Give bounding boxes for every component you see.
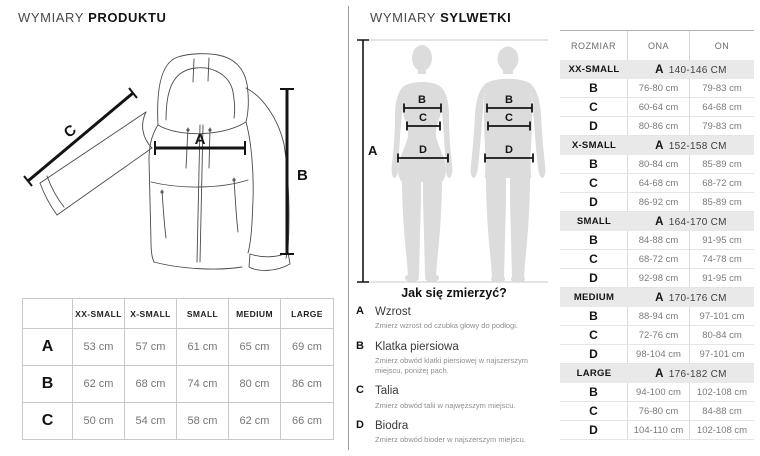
size-name: MEDIUM <box>573 292 615 303</box>
ona-value: 68-72 cm <box>628 250 690 268</box>
row-letter: D <box>560 421 628 439</box>
row-letter: B <box>560 155 628 173</box>
size-band <box>560 288 754 307</box>
dim-cell: 57 cm <box>125 329 177 366</box>
male-label-c: C <box>505 112 513 124</box>
size-name: SMALL <box>576 216 612 227</box>
height-measure-line <box>357 40 369 282</box>
ona-value: 84-88 cm <box>628 231 690 249</box>
ona-value: 80-86 cm <box>628 117 690 135</box>
height-range <box>628 64 754 76</box>
size-row <box>560 326 754 345</box>
row-letter: B <box>560 383 628 401</box>
female-silhouette <box>392 45 453 282</box>
row-letter: D <box>560 193 628 211</box>
size-row <box>560 307 754 326</box>
col-header: SMALL <box>177 299 229 329</box>
row-letter: C <box>560 174 628 192</box>
female-label-d: D <box>419 144 427 156</box>
row-label: B <box>23 366 73 403</box>
figure-label-a: A <box>368 143 378 158</box>
how-to-measure-section <box>356 286 552 453</box>
on-value: 85-89 cm <box>702 158 742 170</box>
row-letter: C <box>560 98 628 116</box>
on-value: 102-108 cm <box>696 386 748 398</box>
ona-value: 76-80 cm <box>628 79 690 97</box>
ona-value: 86-92 cm <box>628 193 690 211</box>
on-value: 74-78 cm <box>702 253 742 265</box>
size-row <box>560 402 754 421</box>
size-row <box>560 250 754 269</box>
dim-cell: 58 cm <box>177 403 229 440</box>
height-letter: A <box>655 63 664 76</box>
section-divider <box>348 6 349 450</box>
row-label: C <box>23 403 73 440</box>
ona-value: 88-94 cm <box>628 307 690 325</box>
jacket-drawing <box>12 46 312 286</box>
ona-value: 104-110 cm <box>628 421 690 439</box>
male-label-d: D <box>505 144 513 156</box>
jacket-label-a: A <box>194 131 206 148</box>
height-range <box>628 216 754 228</box>
item-letter: B <box>356 339 364 352</box>
size-row <box>560 98 754 117</box>
jacket-label-b: B <box>297 167 308 184</box>
size-row <box>560 193 754 212</box>
ona-value: 98-104 cm <box>628 345 690 363</box>
dim-cell: 66 cm <box>281 403 334 440</box>
body-dimensions-title <box>370 10 511 25</box>
col-header-ona: ONA <box>628 31 690 60</box>
title-regular: WYMIARY <box>18 10 84 25</box>
on-value: 91-95 cm <box>702 234 742 246</box>
row-label: A <box>23 329 73 366</box>
ona-value: 92-98 cm <box>628 269 690 287</box>
on-value: 91-95 cm <box>702 272 742 284</box>
dim-cell: 62 cm <box>229 403 281 440</box>
on-value: 80-84 cm <box>702 329 742 341</box>
size-band <box>560 60 754 79</box>
dim-cell: 68 cm <box>125 366 177 403</box>
row-letter: D <box>560 269 628 287</box>
dim-cell: 62 cm <box>73 366 125 403</box>
measure-item <box>356 305 552 332</box>
measure-item <box>356 419 552 446</box>
size-row <box>560 155 754 174</box>
height-value: 164-170 CM <box>668 216 727 228</box>
title-bold: PRODUKTU <box>88 10 167 25</box>
dim-cell: 69 cm <box>281 329 334 366</box>
item-name: Talia <box>375 385 399 398</box>
ona-value: 94-100 cm <box>628 383 690 401</box>
jacket-outline <box>40 54 290 271</box>
item-name: Klatka piersiowa <box>375 340 459 353</box>
male-label-b: B <box>505 94 513 106</box>
ona-value: 60-64 cm <box>628 98 690 116</box>
col-header: MEDIUM <box>229 299 281 329</box>
ona-value: 64-68 cm <box>628 174 690 192</box>
how-to-heading: Jak się zmierzyć? <box>401 286 507 300</box>
dim-cell: 53 cm <box>73 329 125 366</box>
dim-cell: 61 cm <box>177 329 229 366</box>
size-band <box>560 136 754 155</box>
item-name: Biodra <box>375 419 409 432</box>
item-letter: A <box>356 305 364 317</box>
ona-value: 72-76 cm <box>628 326 690 344</box>
row-letter: C <box>560 326 628 344</box>
size-band <box>560 212 754 231</box>
on-value: 64-68 cm <box>702 101 742 113</box>
size-row <box>560 383 754 402</box>
female-label-c: C <box>419 112 427 124</box>
col-header: XX-SMALL <box>73 299 125 329</box>
jacket-measure-lines <box>24 88 294 254</box>
on-value: 84-88 cm <box>702 405 742 417</box>
male-silhouette <box>471 47 546 284</box>
dim-cell: 50 cm <box>73 403 125 440</box>
ona-value: 80-84 cm <box>628 155 690 173</box>
size-band <box>560 364 754 383</box>
item-description: Zmierz wzrost od czubka głowy do podłogi. <box>375 321 518 331</box>
size-name: X-SMALL <box>571 140 617 151</box>
jacket-label-c: C <box>60 121 80 142</box>
size-row <box>560 421 754 440</box>
title-regular: WYMIARY <box>370 10 436 25</box>
height-value: 140-146 CM <box>668 64 727 76</box>
on-value: 97-101 cm <box>699 310 745 322</box>
height-value: 170-176 CM <box>668 292 727 304</box>
row-letter: C <box>560 402 628 420</box>
row-letter: B <box>560 79 628 97</box>
size-row <box>560 345 754 364</box>
size-row <box>560 79 754 98</box>
height-letter: A <box>655 139 664 152</box>
measure-item <box>356 384 552 411</box>
height-letter: A <box>655 367 664 380</box>
female-label-b: B <box>418 94 426 106</box>
title-bold: SYLWETKI <box>440 10 512 25</box>
col-header: LARGE <box>281 299 334 329</box>
col-header-on: ON <box>714 40 730 51</box>
size-row <box>560 269 754 288</box>
dim-cell: 86 cm <box>281 366 334 403</box>
on-value: 97-101 cm <box>699 348 745 360</box>
height-range <box>628 368 754 380</box>
on-value: 68-72 cm <box>702 177 742 189</box>
height-range <box>628 292 754 304</box>
row-letter: C <box>560 250 628 268</box>
item-name: Wzrost <box>375 306 411 318</box>
height-value: 152-158 CM <box>668 140 727 152</box>
on-value: 79-83 cm <box>702 120 742 132</box>
col-header: X-SMALL <box>125 299 177 329</box>
measure-item <box>356 340 552 377</box>
col-header-rozmiar: ROZMIAR <box>560 31 628 60</box>
corner-cell <box>23 299 73 329</box>
size-row <box>560 117 754 136</box>
row-letter: D <box>560 345 628 363</box>
item-description: Zmierz obwód talii w najwęższym miejscu. <box>375 400 516 410</box>
size-name: XX-SMALL <box>568 64 620 75</box>
height-value: 176-182 CM <box>668 368 727 380</box>
body-silhouettes-diagram <box>352 30 552 286</box>
item-letter: C <box>356 384 364 397</box>
table-row <box>23 329 334 366</box>
item-letter: D <box>356 418 364 431</box>
on-value: 79-83 cm <box>702 82 742 94</box>
size-table-header <box>560 31 754 60</box>
dim-cell: 74 cm <box>177 366 229 403</box>
row-letter: D <box>560 117 628 135</box>
table-header-row <box>23 299 334 329</box>
dim-cell: 80 cm <box>229 366 281 403</box>
row-letter: B <box>560 231 628 249</box>
size-name: LARGE <box>576 368 612 379</box>
dim-cell: 65 cm <box>229 329 281 366</box>
dim-cell: 54 cm <box>125 403 177 440</box>
product-dimensions-table <box>22 298 334 440</box>
item-description: Zmierz obwód klatki piersiowej w najszerszym miejscu, poniżej pach. <box>375 355 528 375</box>
table-row <box>23 403 334 440</box>
height-range <box>628 140 754 152</box>
on-value: 102-108 cm <box>696 424 748 436</box>
item-description: Zmierz obwód bioder w najszerszym miejscu. <box>375 435 526 444</box>
on-value: 85-89 cm <box>702 196 742 208</box>
product-dimensions-title <box>18 10 167 25</box>
body-size-table <box>560 30 754 440</box>
height-letter: A <box>655 215 664 228</box>
height-letter: A <box>655 291 664 304</box>
row-letter: B <box>560 307 628 325</box>
size-row <box>560 174 754 193</box>
size-row <box>560 231 754 250</box>
ona-value: 76-80 cm <box>628 402 690 420</box>
table-row <box>23 366 334 403</box>
